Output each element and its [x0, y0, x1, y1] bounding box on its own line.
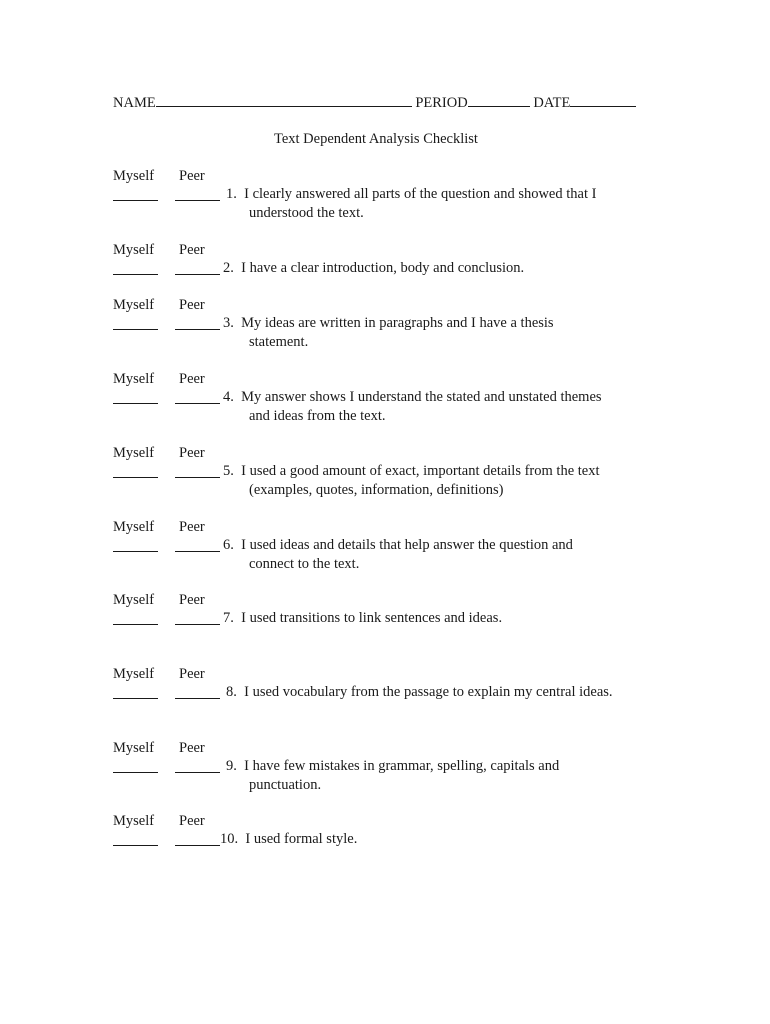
peer-label: Peer — [179, 297, 205, 313]
item-number: 6. — [223, 537, 234, 553]
page-title: Text Dependent Analysis Checklist — [274, 131, 478, 147]
peer-check-blank[interactable] — [175, 757, 220, 773]
myself-label: Myself — [113, 297, 155, 313]
peer-label: Peer — [179, 592, 205, 608]
myself-label: Myself — [113, 740, 155, 756]
peer-check-blank[interactable] — [175, 609, 220, 625]
myself-check-blank[interactable] — [113, 185, 158, 201]
item-number: 5. — [223, 463, 234, 479]
checklist-item-1 — [113, 167, 673, 221]
checklist-item-4 — [113, 370, 673, 424]
item-continuation: (examples, quotes, information, definitions) — [249, 481, 504, 498]
myself-check-blank[interactable] — [113, 462, 158, 478]
myself-check-blank[interactable] — [113, 388, 158, 404]
item-text: I clearly answered all parts of the question and showed that I — [244, 186, 597, 202]
myself-label: Myself — [113, 242, 155, 258]
item-text: I used transitions to link sentences and ideas. — [241, 610, 503, 626]
item-statement — [226, 185, 596, 204]
myself-check-blank[interactable] — [113, 683, 158, 699]
checklist-item-5 — [113, 444, 673, 498]
myself-label: Myself — [113, 445, 155, 461]
peer-check-blank[interactable] — [175, 259, 220, 275]
item-number: 10. — [220, 831, 239, 847]
item-text: I used formal style. — [245, 831, 358, 847]
item-text: I used vocabulary from the passage to explain my central ideas. — [244, 684, 613, 700]
item-number: 4. — [223, 389, 234, 405]
peer-check-blank[interactable] — [175, 185, 220, 201]
myself-check-blank[interactable] — [113, 609, 158, 625]
myself-check-blank[interactable] — [113, 259, 158, 275]
item-statement — [226, 683, 613, 702]
myself-check-blank[interactable] — [113, 314, 158, 330]
checklist-item-7 — [113, 591, 673, 626]
name-field[interactable] — [156, 93, 412, 107]
checklist-item-6 — [113, 518, 673, 572]
myself-label: Myself — [113, 519, 155, 535]
name-label: NAME — [113, 95, 156, 111]
item-statement — [220, 830, 357, 849]
item-number: 1. — [226, 186, 237, 202]
item-number: 8. — [226, 684, 237, 700]
peer-label: Peer — [179, 813, 205, 829]
item-continuation: connect to the text. — [249, 555, 360, 572]
peer-check-blank[interactable] — [175, 683, 220, 699]
item-number: 7. — [223, 610, 234, 626]
myself-label: Myself — [113, 371, 155, 387]
peer-label: Peer — [179, 371, 205, 387]
peer-check-blank[interactable] — [175, 830, 220, 846]
item-continuation: statement. — [249, 333, 309, 350]
peer-label: Peer — [179, 666, 205, 682]
item-continuation: punctuation. — [249, 776, 322, 793]
myself-label: Myself — [113, 813, 155, 829]
item-statement — [223, 259, 524, 278]
item-text: My ideas are written in paragraphs and I have a thesis — [241, 315, 554, 331]
checklist-item-2 — [113, 241, 673, 276]
peer-check-blank[interactable] — [175, 462, 220, 478]
checklist-item-3 — [113, 296, 673, 350]
myself-label: Myself — [113, 666, 155, 682]
student-info-header — [113, 93, 636, 112]
peer-label: Peer — [179, 242, 205, 258]
item-number: 3. — [223, 315, 234, 331]
item-statement — [223, 314, 554, 333]
item-statement — [223, 462, 600, 481]
item-number: 9. — [226, 758, 237, 774]
item-statement — [223, 388, 602, 407]
date-field[interactable] — [570, 93, 636, 107]
peer-label: Peer — [179, 445, 205, 461]
myself-check-blank[interactable] — [113, 536, 158, 552]
checklist-item-10 — [113, 812, 673, 847]
peer-label: Peer — [179, 168, 205, 184]
item-number: 2. — [223, 260, 234, 276]
item-statement — [223, 536, 573, 555]
item-statement — [226, 757, 559, 776]
date-label: DATE — [533, 95, 571, 111]
checklist-item-8 — [113, 665, 673, 700]
peer-label: Peer — [179, 740, 205, 756]
item-text: I used ideas and details that help answer the question and — [241, 537, 573, 553]
peer-check-blank[interactable] — [175, 314, 220, 330]
period-field[interactable] — [468, 93, 530, 107]
peer-label: Peer — [179, 519, 205, 535]
peer-check-blank[interactable] — [175, 388, 220, 404]
item-continuation: and ideas from the text. — [249, 407, 386, 424]
myself-check-blank[interactable] — [113, 757, 158, 773]
item-text: I have a clear introduction, body and conclusion. — [241, 260, 525, 276]
item-text: My answer shows I understand the stated and unstated themes — [241, 389, 602, 405]
myself-check-blank[interactable] — [113, 830, 158, 846]
item-text: I used a good amount of exact, important details from the text — [241, 463, 600, 479]
peer-check-blank[interactable] — [175, 536, 220, 552]
item-text: I have few mistakes in grammar, spelling, capitals and — [244, 758, 560, 774]
period-label: PERIOD — [415, 95, 468, 111]
myself-label: Myself — [113, 592, 155, 608]
checklist-item-9 — [113, 739, 673, 793]
myself-label: Myself — [113, 168, 155, 184]
item-statement — [223, 609, 502, 628]
item-continuation: understood the text. — [249, 204, 364, 221]
